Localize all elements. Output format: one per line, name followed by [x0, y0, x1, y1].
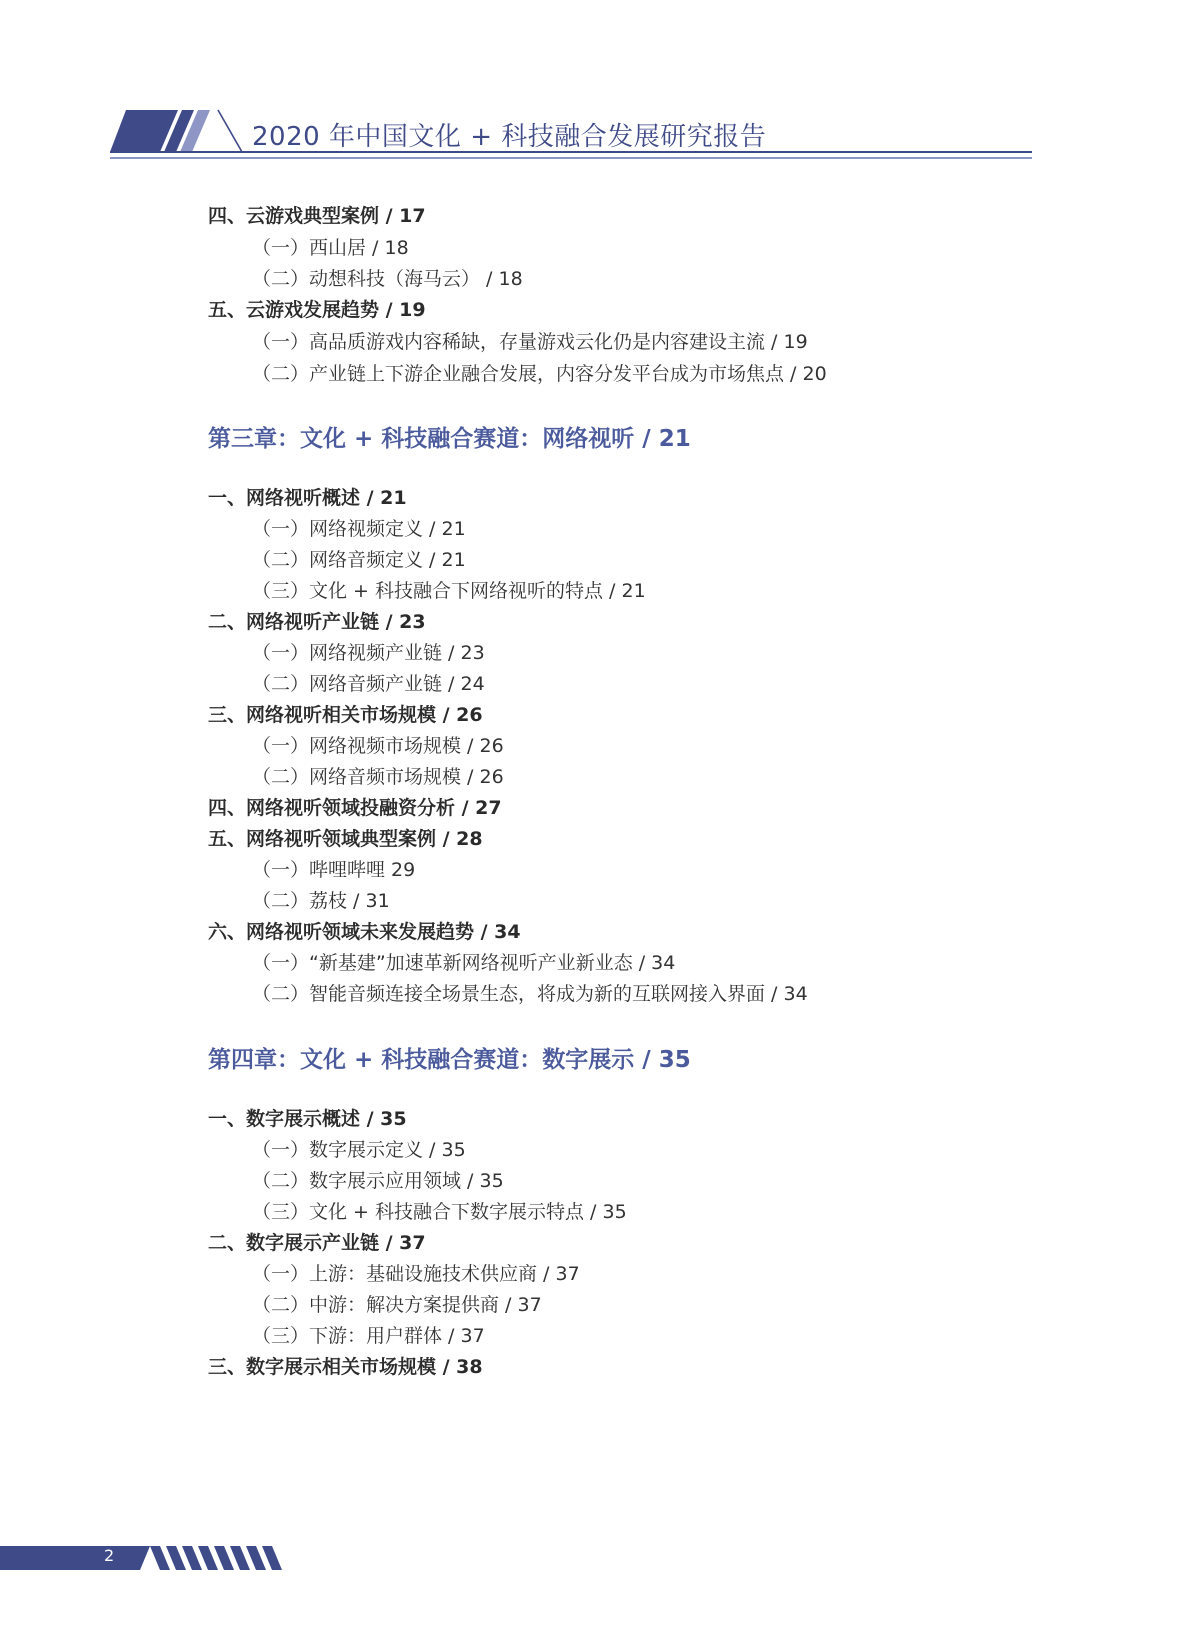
toc-section-entry[interactable]: 二、数字展示产业链 / 37	[208, 1232, 426, 1254]
toc-subsection-entry[interactable]: （一）网络视频市场规模 / 26	[252, 735, 504, 757]
toc-subsection-entry[interactable]: （二）智能音频连接全场景生态，将成为新的互联网接入界面 / 34	[252, 983, 808, 1005]
page-footer	[0, 1540, 300, 1580]
toc-subsection-entry[interactable]: （一）高品质游戏内容稀缺，存量游戏云化仍是内容建设主流 / 19	[252, 331, 808, 353]
toc-section-entry[interactable]: 五、网络视听领域典型案例 / 28	[208, 828, 483, 850]
footer-hatch-stripes	[150, 1546, 282, 1570]
footer-page-tab	[0, 1546, 150, 1570]
toc-subsection-entry[interactable]: （一）哔哩哔哩 29	[252, 859, 416, 881]
toc-subsection-entry[interactable]: （一）数字展示定义 / 35	[252, 1139, 466, 1161]
toc-section-entry[interactable]: 五、云游戏发展趋势 / 19	[208, 299, 426, 321]
toc-section-entry[interactable]: 三、数字展示相关市场规模 / 38	[208, 1356, 483, 1378]
toc-subsection-entry[interactable]: （二）网络音频产业链 / 24	[252, 673, 485, 695]
toc-subsection-entry[interactable]: （二）网络音频定义 / 21	[252, 549, 466, 571]
toc-chapter-heading[interactable]: 第三章：文化 + 科技融合赛道：网络视听 / 21	[208, 426, 691, 452]
toc-section-entry[interactable]: 六、网络视听领域未来发展趋势 / 34	[208, 921, 521, 943]
toc-section-entry[interactable]: 一、网络视听概述 / 21	[208, 487, 407, 509]
toc-subsection-entry[interactable]: （三）下游：用户群体 / 37	[252, 1325, 485, 1347]
toc-subsection-entry[interactable]: （二）动想科技（海马云） / 18	[252, 268, 523, 290]
toc-subsection-entry[interactable]: （一）上游：基础设施技术供应商 / 37	[252, 1263, 580, 1285]
toc-subsection-entry[interactable]: （三）文化 + 科技融合下数字展示特点 / 35	[252, 1201, 627, 1223]
toc-section-entry[interactable]: 三、网络视听相关市场规模 / 26	[208, 704, 483, 726]
toc-chapter-heading[interactable]: 第四章：文化 + 科技融合赛道：数字展示 / 35	[208, 1047, 691, 1073]
toc-subsection-entry[interactable]: （二）荔枝 / 31	[252, 890, 390, 912]
toc-subsection-entry[interactable]: （一）网络视频产业链 / 23	[252, 642, 485, 664]
page-number: 2	[104, 1546, 115, 1565]
toc-section-entry[interactable]: 一、数字展示概述 / 35	[208, 1108, 407, 1130]
toc-subsection-entry[interactable]: （一）“新基建”加速革新网络视听产业新业态 / 34	[252, 952, 676, 974]
toc-subsection-entry[interactable]: （二）数字展示应用领域 / 35	[252, 1170, 504, 1192]
footer-banner-graphic	[0, 1540, 300, 1580]
toc-subsection-entry[interactable]: （一）西山居 / 18	[252, 237, 409, 259]
toc-section-entry[interactable]: 四、云游戏典型案例 / 17	[208, 205, 426, 227]
report-title: 2020 年中国文化 + 科技融合发展研究报告	[252, 122, 767, 152]
toc-subsection-entry[interactable]: （三）文化 + 科技融合下网络视听的特点 / 21	[252, 580, 646, 602]
toc-subsection-entry[interactable]: （一）网络视频定义 / 21	[252, 518, 466, 540]
toc-subsection-entry[interactable]: （二）产业链上下游企业融合发展，内容分发平台成为市场焦点 / 20	[252, 363, 827, 385]
toc-section-entry[interactable]: 四、网络视听领域投融资分析 / 27	[208, 797, 502, 819]
toc-subsection-entry[interactable]: （二）中游：解决方案提供商 / 37	[252, 1294, 542, 1316]
toc-subsection-entry[interactable]: （二）网络音频市场规模 / 26	[252, 766, 504, 788]
toc-section-entry[interactable]: 二、网络视听产业链 / 23	[208, 611, 426, 633]
